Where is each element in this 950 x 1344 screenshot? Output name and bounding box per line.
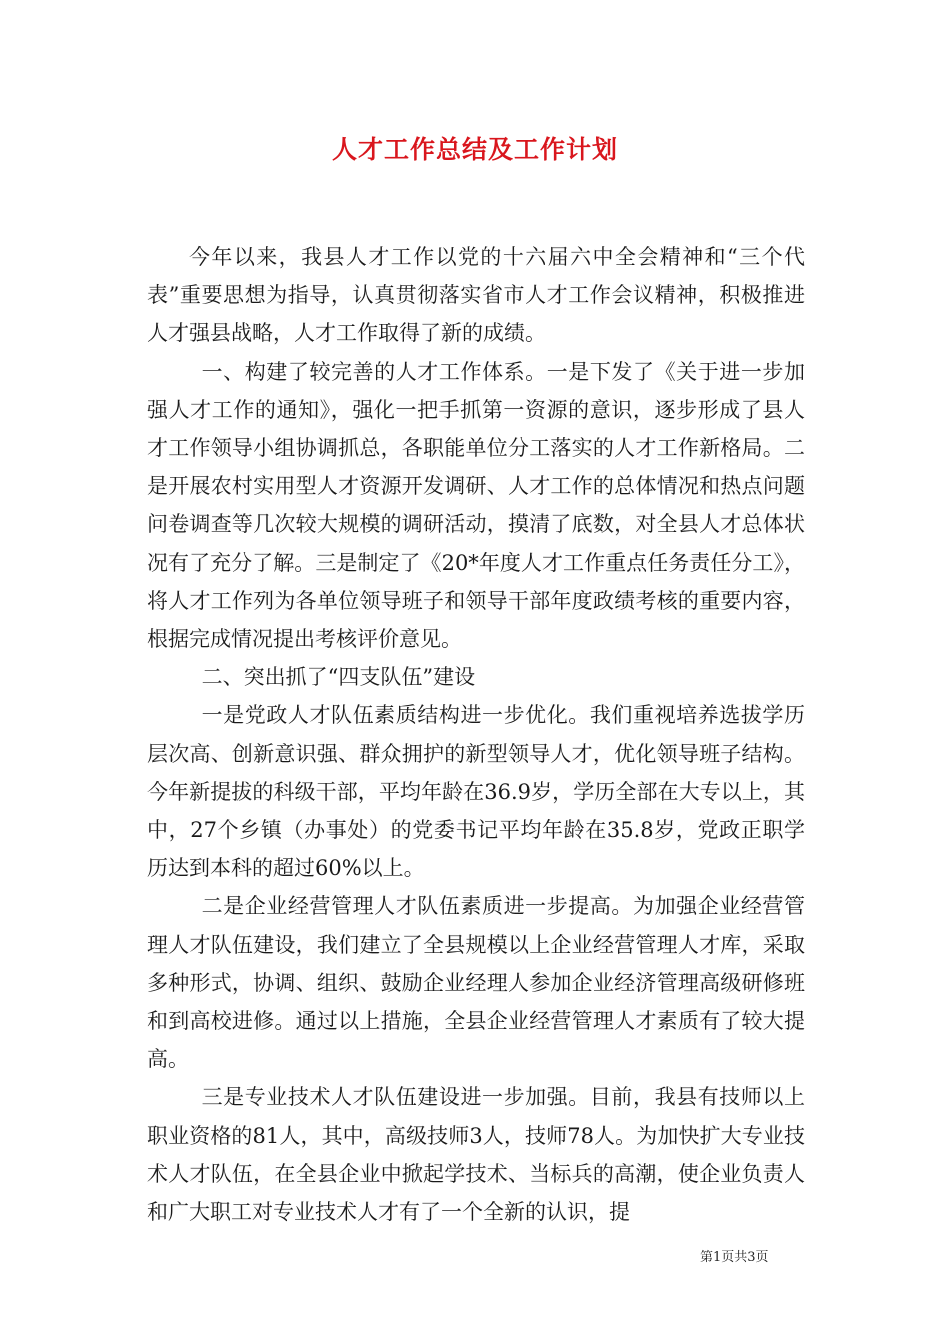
- paragraph-technical-talent: 三是专业技术人才队伍建设进一步加强。目前，我县有技师以上职业资格的81人，其中，高级技师3人，技师78人。为加快扩大专业技术人才队伍，在全县企业中掀起学技术、当标兵的高潮，使企业负责人和广大职工对专业技术人才有了一个全新的认识，提: [147, 1085, 805, 1225]
- paragraph-intro: 今年以来，我县人才工作以党的十六届六中全会精神和“三个代表”重要思想为指导，认真贯彻落实省市人才工作会议精神，积极推进人才强县战略，人才工作取得了新的成绩。: [147, 245, 805, 346]
- paragraph-enterprise-talent: 二是企业经营管理人才队伍素质进一步提高。为加强企业经营管理人才队伍建设，我们建立了全县规模以上企业经营管理人才库，采取多种形式，协调、组织、鼓励企业经理人参加企业经济管理高级研修班和到高校进修。通过以上措施，全县企业经营管理人才素质有了较大提高。: [147, 894, 805, 1072]
- document-title: 人才工作总结及工作计划: [331, 135, 618, 164]
- paragraph-section-two-heading: 二、突出抓了“四支队伍”建设: [201, 665, 476, 690]
- paragraph-section-one: 一、构建了较完善的人才工作体系。一是下发了《关于进一步加强人才工作的通知》，强化一把手抓第一资源的意识，逐步形成了县人才工作领导小组协调抓总，各职能单位分工落实的人才工作新格局。二是开展农村实用型人才资源开发调研、人才工作的总体情况和热点问题问卷调查等几次较大规模的调研活动，摸清了底数，对全县人才总体状况有了充分了解。三是制定了《20*年度人才工作重点任务责任分工》，将人才工作列为各单位领导班子和领导干部年度政绩考核的重要内容，根据完成情况提出考核评价意见。: [147, 359, 805, 652]
- document-body: [147, 238, 805, 1231]
- page-number: 第1页共3页: [700, 1250, 769, 1265]
- paragraph-party-talent: 一是党政人才队伍素质结构进一步优化。我们重视培养选拔学历层次高、创新意识强、群众拥护的新型领导人才，优化领导班子结构。今年新提拔的科级干部，平均年龄在36.9岁，学历全部在大专以上，其中，27个乡镇（办事处）的党委书记平均年龄在35.8岁，党政正职学历达到本科的超过60%以上。: [147, 703, 805, 881]
